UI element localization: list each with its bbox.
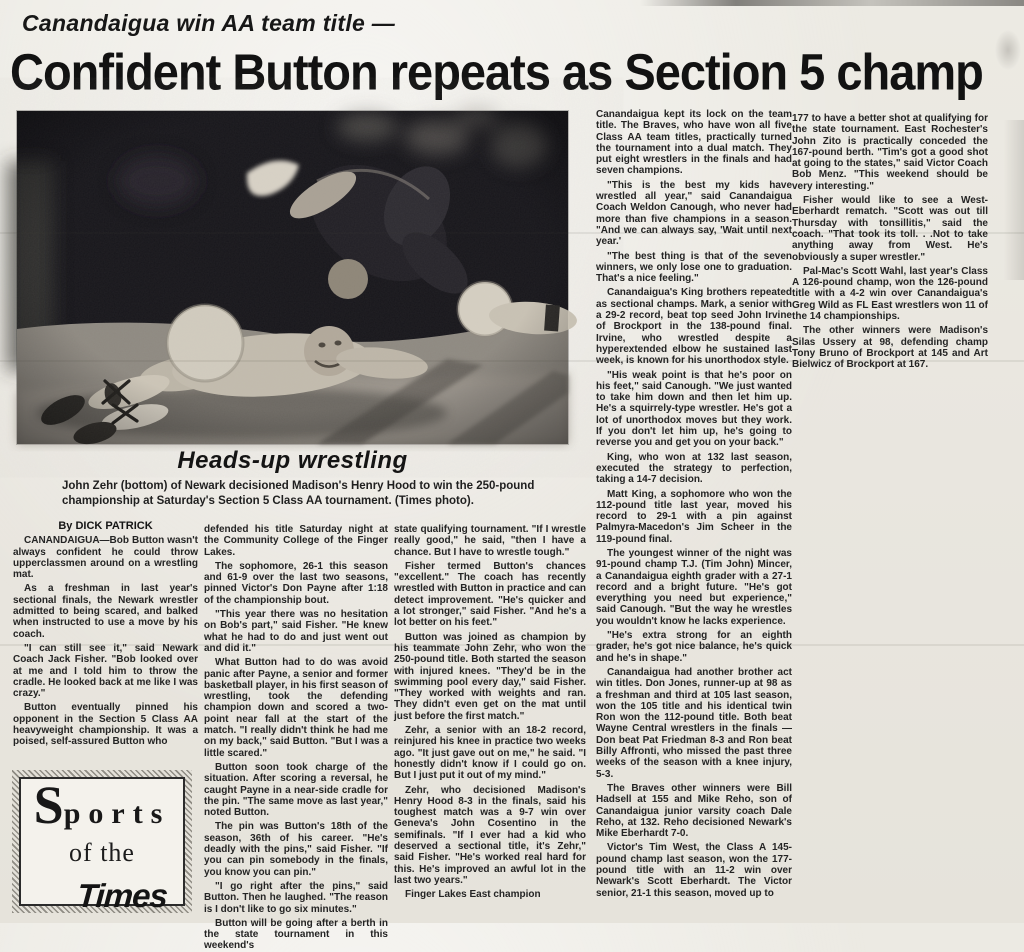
article-column-5 [792,113,988,413]
article-paragraph: Zehr, a senior with an 18-2 record, reinjured his knee in practice two weeks ago. "It just gave out on me," he said. "I honestly didn't know if I could go on. But I just put it out of my mind." [394,725,586,782]
article-paragraph: 177 to have a better shot at qualifying for the state tournament. East Rochester's John Zito is practically conceded the 167-pound berth. "Tim's got a good shot at going to the states," said Victor Coach Bob Menz. "This weekend should be very interesting." [792,113,988,192]
article-paragraph: "This year there was no hesitation on Bob's part," said Fisher. "He knew what he had to do and just went out and did it." [204,609,388,654]
article-paragraph: The other winners were Madison's Silas Ussery at 98, defending champ Tony Bruno of Brockport at 145 and Art Bielwicz of Brockport at 167. [792,325,988,371]
photo-caption: John Zehr (bottom) of Newark decisioned Madison's Henry Hood to win the 250-pound championship at Saturday's Section 5 Class AA tournament. (Times photo). [62,480,535,508]
kicker-headline: Canandaigua win AA team title — [22,9,396,37]
photo-caption-title: Heads-up wrestling [177,447,408,474]
sports-of-the-times-box [12,770,192,913]
article-paragraph: Fisher would like to see a West-Eberhardt rematch. "Scott was out till Thursday with tonsillitis," said the coach. "That took its toll. . .Not to take anything away from West. He's obviously a super wrestler." [792,195,988,263]
article-paragraph: Zehr, who decisioned Madison's Henry Hood 8-3 in the finals, said his toughest match was a 9-7 win over Geneva's John Cosentino in the semifinals. "If I ever had a kid who deserved a sectional title, it's Zehr," said Fisher. "He's worked real hard for this. He's improved an awful lot in the last two years." [394,784,586,886]
article-paragraph: The sophomore, 26-1 this season and 61-9 over the last two seasons, pinned Victor's Don Payne after 1:18 of the championship bout. [204,560,388,606]
article-paragraph: Button was joined as champion by his teammate John Zehr, who won the 250-pound title. Both started the season with injured knees. "They'd be in the swimming pool every day," said Fisher. "They worked with weights and ran. They didn't even get on the mat until just before the first match." [394,631,586,722]
article-paragraph: state qualifying tournament. "If I wrestle really good," he said, "then I have a chance. But I have to wrestle tough." [394,524,586,558]
article-paragraph: The Braves other winners were Bill Hadsell at 155 and Mike Reho, son of Canandaigua junior varsity coach Dale Reho, at 132. Reho decisioned Newark's Mike Eberhardt 7-0. [596,782,792,840]
main-headline: Confident Button repeats as Section 5 champ [10,43,983,101]
article-paragraph: Victor's Tim West, the Class A 145-pound champ last season, won the 177-pound title with an 11-2 win over Newark's Scott Eberhardt. The Victor senior, 21-1 this season, moved up to [596,842,792,899]
article-paragraph: Canandaigua's King brothers repeated as sectional champs. Mark, a senior with a 29-2 record, beat top seed John Irvine of Brockport in the 138-pound final. Irvine, who wrestled despite a hyperextended elbow he sustained last week, is known for his unorthodox style. [596,287,792,367]
article-paragraph: Pal-Mac's Scott Wahl, last year's Class A 126-pound champ, won the 126-pound title with a 4-2 win over Canandaigua's Greg Wild as FL East wrestlers won 11 of the 14 championships. [792,265,988,323]
article-paragraph: The pin was Button's 18th of the season, 36th of his career. "He's deadly with the pins," said Fisher. "If you can pin somebody in the finals, you know you can pin." [204,821,388,878]
article-paragraph: Matt King, a sophomore who won the 112-pound title last year, moved his record to 29-1 with a pin against Palmyra-Macedon's Jim Scheer in the 119-pound final. [596,488,792,545]
article-paragraph: "His weak point is that he's poor on his feet," said Canough. "We just wanted to take him down and then let him up. He's a squirrely-type wrestler. He's got a lot of unorthodox moves but they work. If you don't let him up, he's going to reverse you and get you on your back." [596,369,792,449]
article-paragraph: Canandaigua had another brother act win titles. Don Jones, runner-up at 98 as a freshman and third at 105 last season, won the 105 title and his identical twin Ron won the 112-pound title. Both beat Wayne Central wrestlers in the finals — Don beat Pat Friedman 8-3 and Ron beat Billy Affronti, who missed the past three weeks of the season with a knee injury, 5-3. [596,666,792,780]
wrestling-photo-art [17,111,568,444]
article-paragraph: The youngest winner of the night was 91-pound champ T.J. (Tim John) Mincer, a Canandaigua eighth grader with a 27-1 record and a bright future. "He's got everything you need but experience," said Canough. "But the way he wrestles you wouldn't know he lacks experience. [596,547,792,627]
article-column-2 [204,524,388,952]
scan-crease-artifact [0,360,1024,362]
sports-box-word-times: Times [75,876,169,914]
article-paragraph: "The best thing is that of the seven winners, we only lose one to graduation. That's a nice feeling." [596,250,792,285]
article-paragraph: Finger Lakes East champion [405,889,541,901]
sports-initial-letter: S [33,775,64,835]
scan-crease-artifact [0,232,1024,234]
article-paragraph: CANANDAIGUA—Bob Button wasn't always confident he could throw upperclassmen around on a wrestling mat. [13,535,198,581]
scan-smudge-artifact [640,0,1024,6]
sports-box-word-of-the: of the [69,837,135,867]
scan-smudge-artifact [1004,120,1024,280]
wrestling-photo [17,111,568,444]
article-paragraph: Button soon took charge of the situation. After scoring a reversal, he caught Payne in a near-side cradle for the pin. "The same move as last year," noted Button. [204,761,388,819]
article-paragraph: Fisher termed Button's chances "excellent." The coach has recently wrestled with Button in practice and can detect improvement. "He's quicker and a lot stronger," said Fisher. "And he's a lot better on his feet." [394,560,586,629]
article-paragraph: defended his title Saturday night at the Community College of the Finger Lakes. [204,524,388,558]
article-column-3 [394,524,586,923]
article-paragraph: Button eventually pinned his opponent in the Section 5 Class AA heavyweight championship. It was a poised, self-assured Button who [13,702,198,748]
sports-box-word-sports: Sports [33,775,171,835]
byline: By DICK PATRICK [58,520,153,532]
article-paragraph: "I go right after the pins," said Button. Then he laughed. "The reason is I don't like to go six minutes." [204,880,388,915]
article-paragraph: King, who won at 132 last season, executed the strategy to perfection, taking a 14-7 decision. [596,451,792,486]
sports-box-inner-frame [19,775,185,914]
article-paragraph: Canandaigua kept its lock on the team title. The Braves, who have won all five Class AA team titles, practically turned the tournament into a dual match. They put eight wrestlers in the finals and had seven champions. [596,109,792,177]
scan-crease-artifact [0,644,1024,646]
article-paragraph: "This is the best my kids have wrestled all year," said Canandaigua Coach Weldon Canough, who never had more than five champions in a season. "And we can always say, 'Wait until next year.' [596,179,792,248]
article-paragraph: "I can still see it," said Newark Coach Jack Fisher. "Bob looked over at me and I told him to throw the cradle. He looked back at me like I was crazy." [13,642,198,700]
article-paragraph: Button will be going after a berth in the state tournament in this weekend's [204,917,388,952]
article-paragraph: What Button had to do was avoid panic after Payne, a senior and former basketball player, in his first season of wrestling, took the defending champion down and scored a two-point near fall at the start of the match. "I really didn't think he had me on my back," said Button. "But I was a little scared." [204,657,388,759]
article-paragraph: "He's extra strong for an eighth grader, he's got nice balance, he's quick and he's in shape." [596,630,792,664]
article-paragraph: As a freshman in last year's sectional finals, the Newark wrestler admitted to being scared, and balked when instructed to use a move by his coach. [13,583,198,640]
